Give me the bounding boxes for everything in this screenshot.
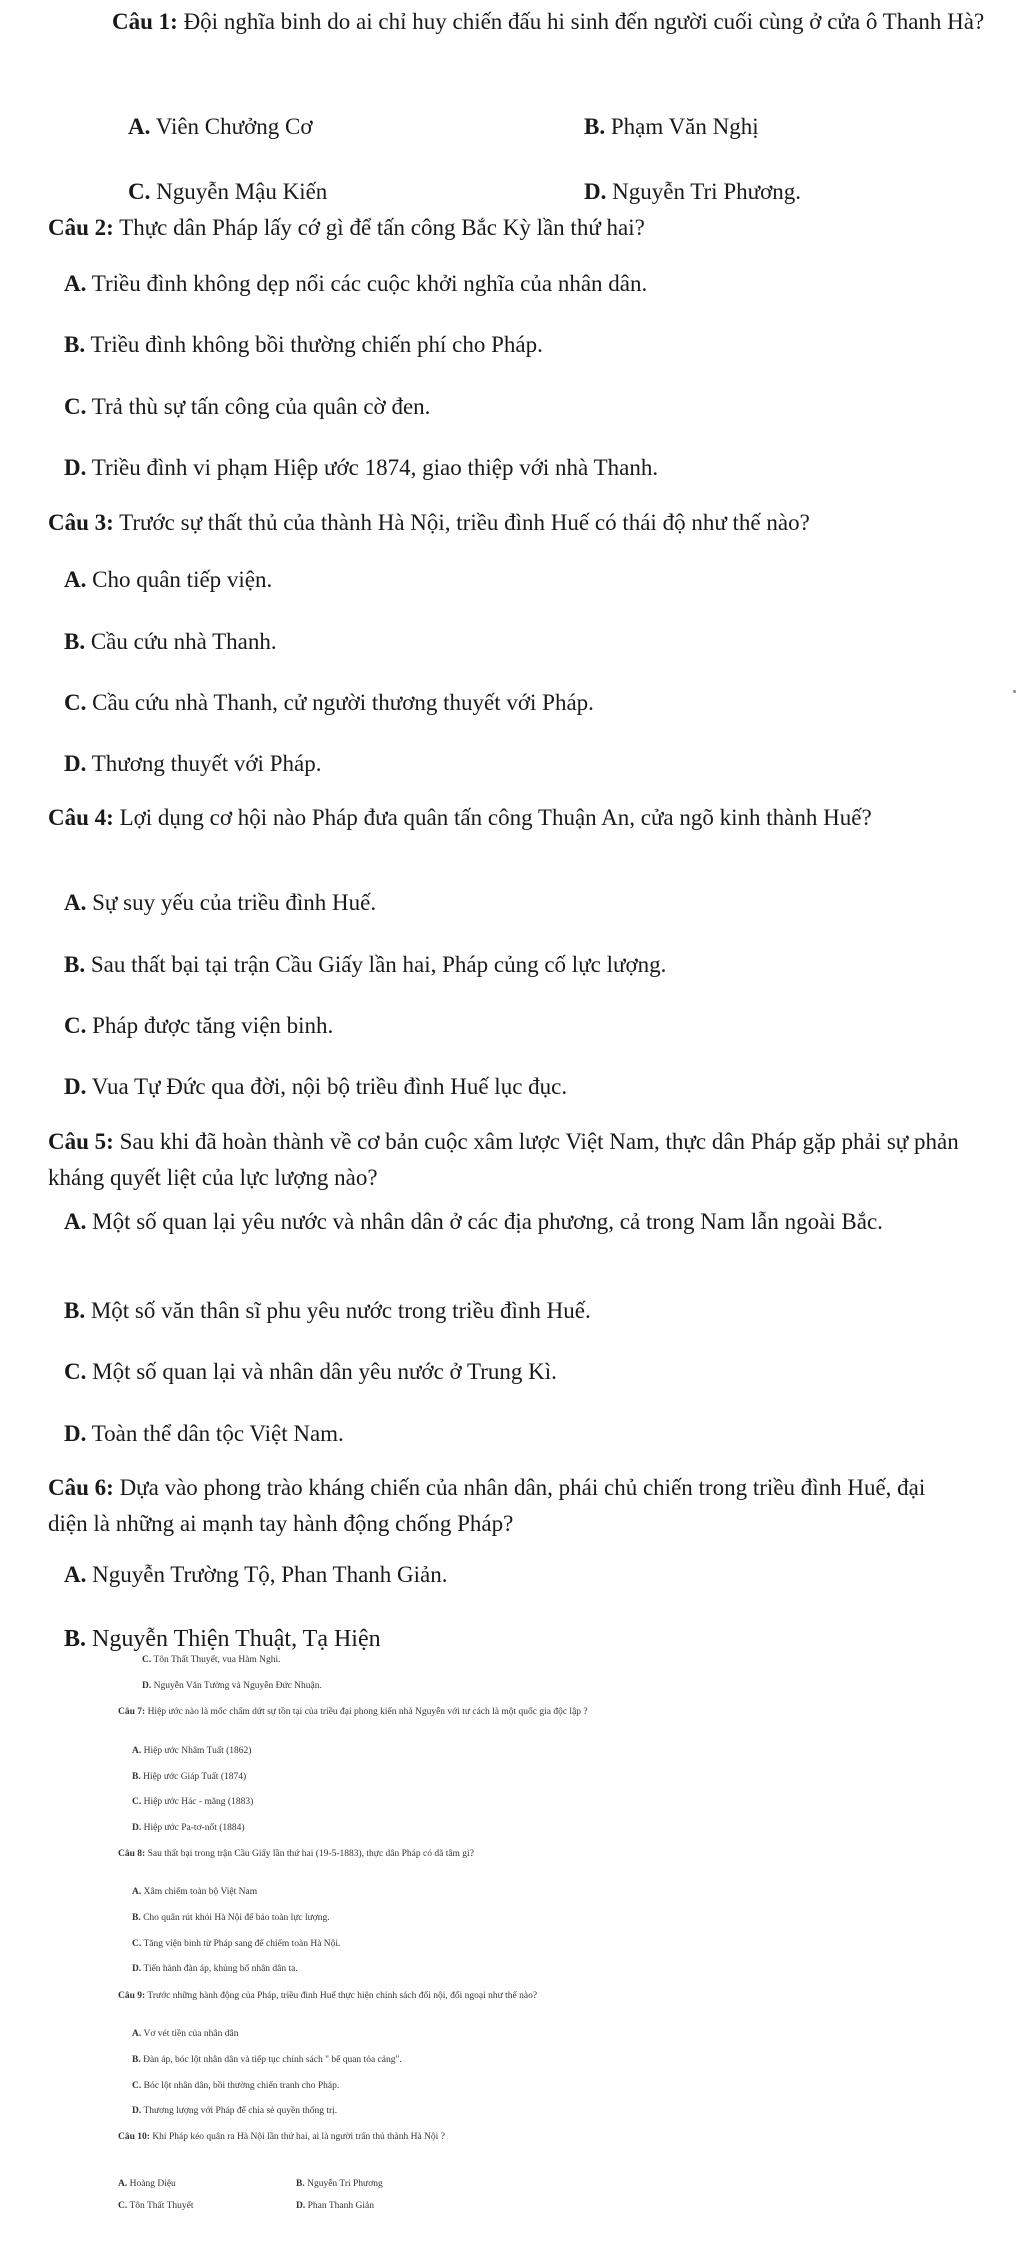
- option-label: B.: [132, 1772, 141, 1782]
- q5-option-c: [64, 1357, 557, 1387]
- q4-option-a: [64, 888, 376, 918]
- option-text: Hoàng Diệu: [129, 2179, 176, 2189]
- q4-option-b: [64, 950, 666, 980]
- question-text: Trước sự thất thủ của thành Hà Nội, triều đình Huế có thái độ như thế nào?: [119, 510, 810, 535]
- question-1: [112, 4, 992, 40]
- option-text: Vơ vét tiền của nhân dân: [143, 2029, 239, 2039]
- option-text: Đàn áp, bóc lột nhân dân và tiếp tục chính sách " bế quan tỏa cảng".: [143, 2055, 402, 2065]
- option-text: Nguyễn Tri Phương: [307, 2179, 383, 2189]
- q10-option-a: [118, 2178, 176, 2191]
- question-8: [118, 1848, 718, 1861]
- option-label: A.: [118, 2179, 128, 2189]
- option-text: Hiệp ước Pa-tơ-nốt (1884): [143, 1823, 245, 1833]
- question-number: Câu 4:: [48, 805, 114, 830]
- q8-option-c: [132, 1938, 340, 1951]
- q3-option-d: [64, 749, 321, 779]
- question-6: [48, 1470, 968, 1542]
- option-label: D.: [132, 2106, 142, 2116]
- question-9: [118, 1990, 728, 2003]
- option-label: D.: [584, 179, 607, 204]
- q5-option-d: [64, 1419, 344, 1449]
- q2-option-d: [64, 453, 658, 483]
- option-text: Triều đình không bồi thường chiến phí cho Pháp.: [90, 332, 543, 357]
- option-text: Tăng viện binh từ Pháp sang để chiếm toàn Hà Nội.: [143, 1939, 341, 1949]
- option-text: Triều đình không dẹp nổi các cuộc khởi nghĩa của nhân dân.: [91, 271, 648, 296]
- q6-option-d: [142, 1680, 322, 1693]
- option-label: A.: [128, 114, 151, 139]
- option-label: D.: [132, 1823, 142, 1833]
- option-text: Trả thù sự tấn công của quân cờ đen.: [91, 394, 431, 419]
- q4-option-c: [64, 1011, 333, 1041]
- option-label: C.: [132, 2081, 142, 2091]
- scan-speck: [1013, 690, 1016, 693]
- q3-option-b: [64, 627, 277, 657]
- q6-option-a: [64, 1560, 448, 1590]
- question-7: [118, 1706, 728, 1719]
- q9-option-d: [132, 2105, 337, 2118]
- q5-option-b: [64, 1296, 591, 1326]
- option-label: C.: [64, 1013, 87, 1038]
- question-number: Câu 3:: [48, 510, 114, 535]
- option-text: Tôn Thất Thuyết: [129, 2201, 194, 2211]
- question-number: Câu 7:: [118, 1707, 146, 1717]
- q3-option-a: [64, 565, 272, 595]
- option-text: Hiệp ước Hác - măng (1883): [143, 1797, 254, 1807]
- option-text: Nguyễn Trường Tộ, Phan Thanh Giản.: [92, 1562, 448, 1587]
- option-label: B.: [584, 114, 606, 139]
- option-text: Nguyễn Mậu Kiến: [156, 179, 328, 204]
- option-text: Cho quân tiếp viện.: [92, 567, 273, 592]
- question-text: Dựa vào phong trào kháng chiến của nhân dân, phái chủ chiến trong triều đình Huế, đại diện là những ai mạnh tay hành động chống Pháp?: [48, 1475, 926, 1536]
- option-text: Pháp được tăng viện binh.: [92, 1013, 334, 1038]
- question-10: [118, 2131, 698, 2144]
- option-label: A.: [132, 2029, 142, 2039]
- option-text: Cầu cứu nhà Thanh.: [90, 629, 277, 654]
- option-text: Vua Tự Đức qua đời, nội bộ triều đình Huế lục đục.: [91, 1074, 568, 1099]
- q10-option-b: [296, 2178, 383, 2191]
- option-text: Một số quan lại và nhân dân yêu nước ở Trung Kì.: [92, 1359, 557, 1384]
- question-number: Câu 5:: [48, 1129, 114, 1154]
- option-label: A.: [64, 271, 87, 296]
- question-text: Sau thất bại trong trận Cầu Giấy lần thứ hai (19-5-1883), thực dân Pháp có dã tâm gì?: [147, 1849, 474, 1859]
- q1-option-d: [584, 177, 801, 207]
- q8-option-a: [132, 1886, 257, 1899]
- option-text: Phạm Văn Nghị: [610, 114, 759, 139]
- option-text: Sự suy yếu của triều đình Huế.: [92, 890, 377, 915]
- q2-option-a: [64, 269, 647, 299]
- question-text: Lợi dụng cơ hội nào Pháp đưa quân tấn công Thuận An, cửa ngõ kinh thành Huế?: [119, 805, 872, 830]
- question-text: Trước những hành động của Pháp, triều đình Huế thực hiện chính sách đối nội, đối ngoại như thế nào?: [147, 1991, 538, 2001]
- option-label: B.: [64, 629, 86, 654]
- option-label: B.: [64, 332, 86, 357]
- q7-option-d: [132, 1822, 245, 1835]
- option-label: B.: [132, 1913, 141, 1923]
- question-text: Đội nghĩa binh do ai chỉ huy chiến đấu hi sinh đến người cuối cùng ở cửa ô Thanh Hà?: [183, 9, 985, 34]
- q9-option-b: [132, 2054, 402, 2067]
- question-number: Câu 8:: [118, 1849, 146, 1859]
- option-text: Hiệp ước Giáp Tuất (1874): [143, 1772, 247, 1782]
- option-label: D.: [132, 1964, 142, 1974]
- option-text: Triều đình vi phạm Hiệp ước 1874, giao thiệp với nhà Thanh.: [91, 455, 659, 480]
- option-text: Sau thất bại tại trận Cầu Giấy lần hai, Pháp củng cố lực lượng.: [90, 952, 667, 977]
- option-text: Cầu cứu nhà Thanh, cử người thương thuyết với Pháp.: [92, 690, 594, 715]
- question-2: [48, 210, 998, 246]
- option-label: B.: [64, 1298, 86, 1323]
- option-text: Nguyễn Văn Tường và Nguyễn Đức Nhuận.: [153, 1681, 322, 1691]
- option-label: C.: [64, 394, 87, 419]
- option-label: A.: [64, 567, 87, 592]
- q1-option-a: [128, 112, 313, 142]
- q8-option-d: [132, 1963, 298, 1976]
- question-number: Câu 2:: [48, 215, 114, 240]
- question-3: [48, 505, 1008, 541]
- option-text: Bóc lột nhân dân, bồi thường chiến tranh cho Pháp.: [143, 2081, 340, 2091]
- q7-option-a: [132, 1745, 251, 1758]
- option-label: C.: [142, 1655, 152, 1665]
- q6-option-b: [64, 1624, 381, 1654]
- option-label: A.: [132, 1746, 142, 1756]
- q9-option-a: [132, 2028, 238, 2041]
- option-text: Một số quan lại yêu nước và nhân dân ở các địa phương, cả trong Nam lẫn ngoài Bắc.: [92, 1209, 883, 1234]
- option-text: Tôn Thất Thuyết, vua Hàm Nghi.: [153, 1655, 281, 1665]
- q7-option-b: [132, 1771, 246, 1784]
- option-label: A.: [64, 890, 87, 915]
- option-label: D.: [64, 455, 87, 480]
- option-text: Nguyễn Tri Phương.: [612, 179, 801, 204]
- option-label: A.: [64, 1562, 87, 1587]
- option-label: B.: [64, 952, 86, 977]
- option-text: Một số văn thân sĩ phu yêu nước trong triều đình Huế.: [90, 1298, 591, 1323]
- question-number: Câu 10:: [118, 2132, 150, 2142]
- option-text: Phan Thanh Giản: [307, 2201, 374, 2211]
- q2-option-b: [64, 330, 543, 360]
- option-text: Cho quân rút khỏi Hà Nội để bảo toàn lực lượng.: [143, 1913, 330, 1923]
- option-text: Thương lượng với Pháp để chia sẻ quyền thống trị.: [143, 2106, 338, 2116]
- option-label: B.: [64, 1626, 87, 1652]
- q10-option-c: [118, 2200, 194, 2213]
- option-label: C.: [64, 1359, 87, 1384]
- option-label: C.: [64, 690, 87, 715]
- option-label: C.: [128, 179, 151, 204]
- question-text: Khi Pháp kéo quân ra Hà Nội lần thứ hai, ai là người trấn thủ thành Hà Nội ?: [152, 2132, 445, 2142]
- q7-option-c: [132, 1796, 253, 1809]
- option-label: C.: [132, 1939, 142, 1949]
- question-text: Thực dân Pháp lấy cớ gì để tấn công Bắc Kỳ lần thứ hai?: [119, 215, 645, 240]
- option-text: Xâm chiếm toàn bộ Việt Nam: [143, 1887, 258, 1897]
- question-text: Sau khi đã hoàn thành về cơ bản cuộc xâm lược Việt Nam, thực dân Pháp gặp phải sự phản kháng quyết liệt của lực lượng nào?: [48, 1129, 959, 1190]
- option-text: Hiệp ước Nhâm Tuất (1862): [143, 1746, 252, 1756]
- option-label: D.: [64, 751, 87, 776]
- option-text: Toàn thể dân tộc Việt Nam.: [91, 1421, 344, 1446]
- option-label: A.: [64, 1209, 87, 1234]
- question-5: [48, 1124, 968, 1196]
- option-label: A.: [132, 1887, 142, 1897]
- question-number: Câu 6:: [48, 1475, 114, 1500]
- option-label: D.: [142, 1681, 152, 1691]
- question-4: [48, 800, 948, 836]
- q2-option-c: [64, 392, 430, 422]
- option-label: B.: [132, 2055, 141, 2065]
- q1-option-c: [128, 177, 327, 207]
- option-text: Viên Chưởng Cơ: [155, 114, 313, 139]
- q6-option-c: [142, 1654, 281, 1667]
- option-label: C.: [118, 2201, 128, 2211]
- option-text: Thương thuyết với Pháp.: [91, 751, 322, 776]
- q3-option-c: [64, 688, 594, 718]
- q1-option-b: [584, 112, 759, 142]
- question-text: Hiệp ước nào là mốc chấm dứt sự tồn tại của triều đại phong kiến nhà Nguyễn với tư cách là một quốc gia độc lập ?: [147, 1707, 588, 1717]
- option-text: Tiến hành đàn áp, khủng bố nhân dân ta.: [143, 1964, 298, 1974]
- option-text: Nguyễn Thiện Thuật, Tạ Hiện: [92, 1626, 381, 1652]
- option-label: C.: [132, 1797, 142, 1807]
- option-label: D.: [296, 2201, 306, 2211]
- option-label: D.: [64, 1074, 87, 1099]
- option-label: B.: [296, 2179, 305, 2189]
- q5-option-a: [48, 1204, 978, 1240]
- q9-option-c: [132, 2080, 339, 2093]
- q8-option-b: [132, 1912, 330, 1925]
- q4-option-d: [64, 1072, 567, 1102]
- question-number: Câu 1:: [112, 9, 178, 34]
- q10-option-d: [296, 2200, 374, 2213]
- question-number: Câu 9:: [118, 1991, 146, 2001]
- option-label: D.: [64, 1421, 87, 1446]
